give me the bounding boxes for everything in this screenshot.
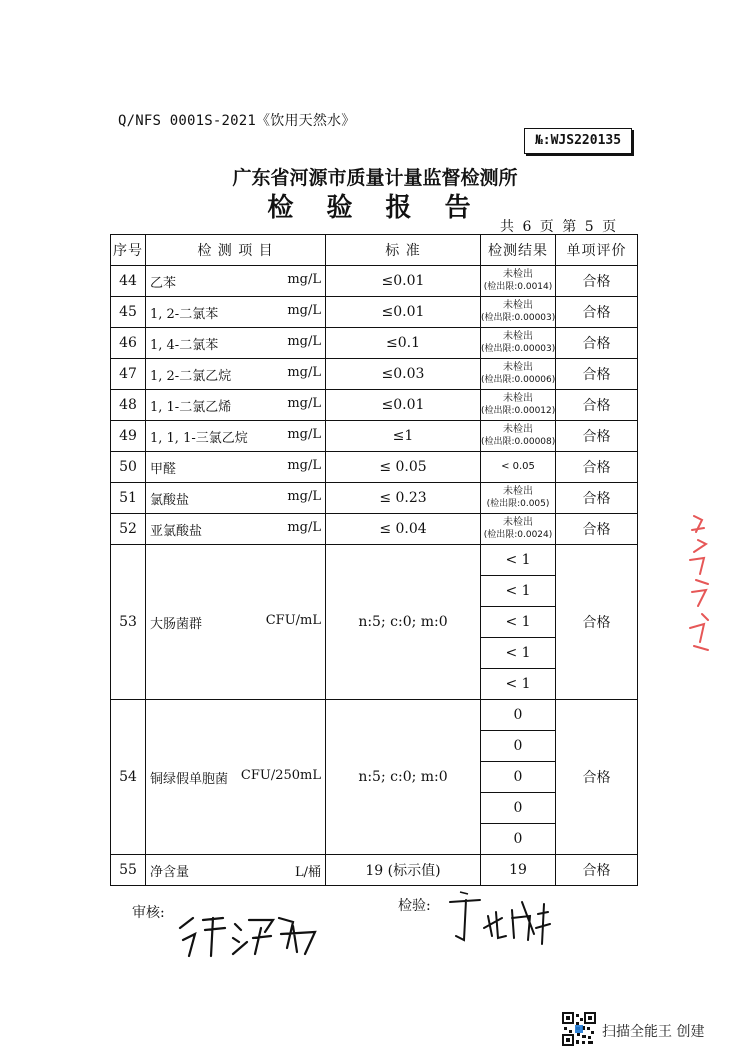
item-unit: mg/L <box>287 426 321 442</box>
result-main: 未检出 <box>503 393 533 404</box>
result-main: 未检出 <box>503 331 533 342</box>
result-main: 未检出 <box>503 424 533 435</box>
item-unit: CFU/250mL <box>240 767 321 783</box>
item-name: 1, 1-二氯乙烯 <box>150 399 232 415</box>
item-unit: mg/L <box>287 395 321 411</box>
table-row <box>111 359 638 390</box>
result-main: 未检出 <box>503 362 533 373</box>
item-name: 氯酸盐 <box>150 492 190 508</box>
evaluation-cell: 合格 <box>556 328 638 359</box>
standard-cell: ≤0.1 <box>326 328 481 359</box>
item-name: 净含量 <box>150 864 190 880</box>
results-table <box>110 234 638 886</box>
row-number: 49 <box>111 421 146 452</box>
item-cell <box>146 514 326 545</box>
standard-cell: ≤0.03 <box>326 359 481 390</box>
result-sample: < 1 <box>481 669 556 700</box>
row-number: 48 <box>111 390 146 421</box>
table-row <box>111 266 638 297</box>
standard-reference: Q/NFS 0001S-2021《饮用天然水》 <box>118 113 356 129</box>
item-name: 1, 1, 1-三氯乙烷 <box>150 430 248 446</box>
evaluation-cell: 合格 <box>556 855 638 886</box>
item-cell <box>146 483 326 514</box>
item-name: 甲醛 <box>150 461 177 477</box>
evaluation-cell: 合格 <box>556 545 638 700</box>
standard-cell: ≤1 <box>326 421 481 452</box>
item-unit: mg/L <box>287 457 321 473</box>
result-sample: 0 <box>481 793 556 824</box>
item-cell <box>146 266 326 297</box>
result-sample: < 1 <box>481 545 556 576</box>
standard-cell: ≤ 0.05 <box>326 452 481 483</box>
row-number: 54 <box>111 700 146 855</box>
row-number: 47 <box>111 359 146 390</box>
result-main: < 0.05 <box>501 461 535 472</box>
table-row <box>111 483 638 514</box>
result-cell <box>481 390 556 421</box>
auditor-signature <box>175 898 325 958</box>
result-sample: 0 <box>481 824 556 855</box>
auditor-label: 审核: <box>132 905 165 921</box>
inspector-label: 检验: <box>398 898 431 914</box>
result-note: (检出限:0.00003) <box>481 313 556 323</box>
result-main: 未检出 <box>503 486 533 497</box>
inspector-signature <box>430 888 560 952</box>
seal-stamp-fragment <box>684 510 714 660</box>
evaluation-cell: 合格 <box>556 359 638 390</box>
row-number: 46 <box>111 328 146 359</box>
table-row <box>111 390 638 421</box>
col-header-evaluation: 单项评价 <box>556 235 638 266</box>
result-cell <box>481 514 556 545</box>
standard-cell: ≤0.01 <box>326 297 481 328</box>
table-row <box>111 328 638 359</box>
item-name: 乙苯 <box>150 275 177 291</box>
results-table-wrapper <box>110 234 637 892</box>
item-unit: mg/L <box>287 519 321 535</box>
item-unit: L/桶 <box>294 864 321 880</box>
result-main: 未检出 <box>503 517 533 528</box>
result-cell <box>481 266 556 297</box>
item-name: 1, 2-二氯苯 <box>150 306 219 322</box>
item-unit: CFU/mL <box>265 612 321 628</box>
item-cell <box>146 700 326 855</box>
evaluation-cell: 合格 <box>556 514 638 545</box>
result-note: (检出限:0.00012) <box>481 406 556 416</box>
standard-cell: n:5; c:0; m:0 <box>326 545 481 700</box>
evaluation-cell: 合格 <box>556 297 638 328</box>
table-row <box>111 297 638 328</box>
item-unit: mg/L <box>287 271 321 287</box>
report-number: №:WJS220135 <box>524 128 632 154</box>
qr-code-icon <box>562 1012 596 1046</box>
table-row <box>111 421 638 452</box>
standard-cell: ≤ 0.04 <box>326 514 481 545</box>
item-cell <box>146 452 326 483</box>
row-number: 55 <box>111 855 146 886</box>
standard-cell: 19 (标示值) <box>326 855 481 886</box>
evaluation-cell: 合格 <box>556 452 638 483</box>
result-cell <box>481 359 556 390</box>
result-cell <box>481 328 556 359</box>
result-sample: 0 <box>481 731 556 762</box>
item-cell <box>146 855 326 886</box>
col-header-no: 序号 <box>111 235 146 266</box>
evaluation-cell: 合格 <box>556 483 638 514</box>
result-cell <box>481 483 556 514</box>
row-number: 50 <box>111 452 146 483</box>
item-unit: mg/L <box>287 488 321 504</box>
result-sample: < 1 <box>481 638 556 669</box>
item-cell <box>146 421 326 452</box>
col-header-item: 检 测 项 目 <box>146 235 326 266</box>
item-name: 1, 4-二氯苯 <box>150 337 219 353</box>
result-main: 未检出 <box>503 269 533 280</box>
result-note: (检出限:0.0024) <box>483 530 553 540</box>
row-number: 44 <box>111 266 146 297</box>
row-number: 45 <box>111 297 146 328</box>
result-sample: < 1 <box>481 576 556 607</box>
item-name: 铜绿假单胞菌 <box>150 771 229 787</box>
scanner-watermark: 扫描全能王 创建 <box>602 1024 705 1040</box>
result-note: (检出限:0.00006) <box>481 375 556 385</box>
row-number: 52 <box>111 514 146 545</box>
item-unit: mg/L <box>287 333 321 349</box>
standard-cell: n:5; c:0; m:0 <box>326 700 481 855</box>
report-title: 检 验 报 告 <box>267 193 483 223</box>
table-row <box>111 514 638 545</box>
evaluation-cell: 合格 <box>556 390 638 421</box>
standard-cell: ≤0.01 <box>326 266 481 297</box>
table-row <box>111 545 638 576</box>
item-cell <box>146 390 326 421</box>
result-cell <box>481 421 556 452</box>
standard-cell: ≤0.01 <box>326 390 481 421</box>
col-header-result: 检测结果 <box>481 235 556 266</box>
organization-name: 广东省河源市质量计量监督检测所 <box>232 167 518 189</box>
item-unit: mg/L <box>287 364 321 380</box>
col-header-standard: 标 准 <box>326 235 481 266</box>
result-sample: < 1 <box>481 607 556 638</box>
result-main: 未检出 <box>503 300 533 311</box>
standard-cell: ≤ 0.23 <box>326 483 481 514</box>
result-note: (检出限:0.0014) <box>483 282 553 292</box>
table-row <box>111 700 638 731</box>
table-row <box>111 452 638 483</box>
table-header-row <box>111 235 638 266</box>
result-cell <box>481 452 556 483</box>
result-sample: 0 <box>481 762 556 793</box>
row-number: 53 <box>111 545 146 700</box>
table-row <box>111 855 638 886</box>
evaluation-cell: 合格 <box>556 421 638 452</box>
item-name: 大肠菌群 <box>150 616 203 632</box>
item-cell <box>146 297 326 328</box>
result-cell <box>481 297 556 328</box>
result-note: (检出限:0.00003) <box>481 344 556 354</box>
evaluation-cell: 合格 <box>556 700 638 855</box>
result-note: (检出限:0.005) <box>486 499 550 509</box>
item-cell <box>146 359 326 390</box>
result-sample: 0 <box>481 700 556 731</box>
item-unit: mg/L <box>287 302 321 318</box>
item-cell <box>146 545 326 700</box>
item-name: 亚氯酸盐 <box>150 523 203 539</box>
row-number: 51 <box>111 483 146 514</box>
item-name: 1, 2-二氯乙烷 <box>150 368 232 384</box>
item-cell <box>146 328 326 359</box>
evaluation-cell: 合格 <box>556 266 638 297</box>
result-note: (检出限:0.00008) <box>481 437 556 447</box>
page-info: 共 6 页 第 5 页 <box>500 219 619 235</box>
result-cell: 19 <box>481 855 556 886</box>
